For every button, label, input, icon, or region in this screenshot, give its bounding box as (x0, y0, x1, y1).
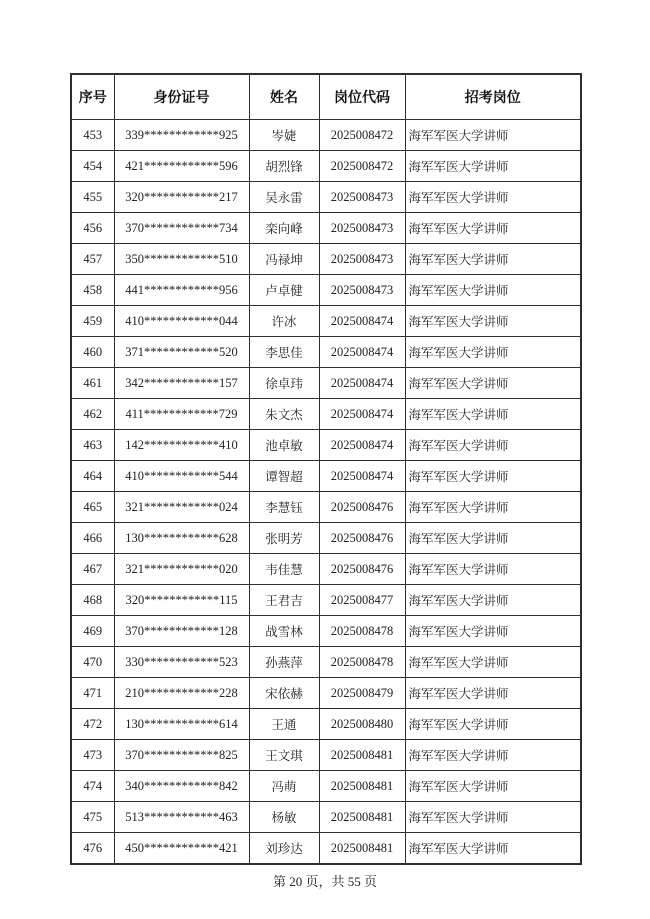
cell-id-number: 370************128 (114, 616, 249, 647)
cell-position: 海军军医大学讲师 (405, 337, 581, 368)
cell-name: 吴永雷 (249, 182, 319, 213)
cell-serial: 475 (71, 802, 114, 833)
table-row (71, 368, 581, 399)
cell-position-code: 2025008474 (319, 368, 405, 399)
cell-id-number: 350************510 (114, 244, 249, 275)
cell-name: 韦佳慧 (249, 554, 319, 585)
cell-position-code: 2025008476 (319, 492, 405, 523)
cell-name: 许冰 (249, 306, 319, 337)
table-row (71, 430, 581, 461)
cell-serial: 457 (71, 244, 114, 275)
table-row (71, 833, 581, 865)
cell-serial: 454 (71, 151, 114, 182)
cell-position: 海军军医大学讲师 (405, 554, 581, 585)
cell-position-code: 2025008478 (319, 616, 405, 647)
cell-id-number: 321************020 (114, 554, 249, 585)
cell-position-code: 2025008480 (319, 709, 405, 740)
col-header-position-code: 岗位代码 (319, 74, 405, 120)
applicant-table (70, 73, 582, 865)
cell-id-number: 330************523 (114, 647, 249, 678)
cell-serial: 470 (71, 647, 114, 678)
cell-id-number: 410************544 (114, 461, 249, 492)
table-row (71, 120, 581, 151)
cell-position: 海军军医大学讲师 (405, 771, 581, 802)
cell-position: 海军军医大学讲师 (405, 523, 581, 554)
table-row (71, 678, 581, 709)
table-row (71, 492, 581, 523)
table-row (71, 399, 581, 430)
col-header-position: 招考岗位 (405, 74, 581, 120)
cell-position-code: 2025008481 (319, 802, 405, 833)
cell-id-number: 450************421 (114, 833, 249, 865)
page-number-text: 第 20 页，共 55 页 (272, 874, 377, 889)
cell-serial: 467 (71, 554, 114, 585)
cell-position-code: 2025008476 (319, 554, 405, 585)
table-row (71, 771, 581, 802)
cell-position: 海军军医大学讲师 (405, 709, 581, 740)
cell-name: 胡烈锋 (249, 151, 319, 182)
cell-position: 海军军医大学讲师 (405, 213, 581, 244)
cell-serial: 472 (71, 709, 114, 740)
table-row (71, 709, 581, 740)
cell-serial: 473 (71, 740, 114, 771)
col-header-serial: 序号 (71, 74, 114, 120)
cell-serial: 456 (71, 213, 114, 244)
cell-serial: 471 (71, 678, 114, 709)
cell-id-number: 320************115 (114, 585, 249, 616)
cell-id-number: 421************596 (114, 151, 249, 182)
cell-position: 海军军医大学讲师 (405, 740, 581, 771)
cell-position-code: 2025008472 (319, 151, 405, 182)
cell-name: 战雪林 (249, 616, 319, 647)
cell-position-code: 2025008481 (319, 833, 405, 865)
cell-position: 海军军医大学讲师 (405, 430, 581, 461)
cell-position-code: 2025008474 (319, 337, 405, 368)
cell-id-number: 321************024 (114, 492, 249, 523)
cell-serial: 459 (71, 306, 114, 337)
cell-serial: 460 (71, 337, 114, 368)
cell-id-number: 441************956 (114, 275, 249, 306)
cell-position-code: 2025008473 (319, 275, 405, 306)
cell-id-number: 130************614 (114, 709, 249, 740)
cell-name: 刘珍达 (249, 833, 319, 865)
cell-position: 海军军医大学讲师 (405, 461, 581, 492)
cell-position: 海军军医大学讲师 (405, 368, 581, 399)
cell-serial: 465 (71, 492, 114, 523)
cell-position: 海军军医大学讲师 (405, 182, 581, 213)
cell-position-code: 2025008473 (319, 213, 405, 244)
cell-position-code: 2025008474 (319, 306, 405, 337)
cell-name: 朱文杰 (249, 399, 319, 430)
cell-position: 海军军医大学讲师 (405, 306, 581, 337)
cell-serial: 455 (71, 182, 114, 213)
cell-position-code: 2025008474 (319, 430, 405, 461)
cell-id-number: 371************520 (114, 337, 249, 368)
cell-position: 海军军医大学讲师 (405, 833, 581, 865)
cell-serial: 461 (71, 368, 114, 399)
cell-id-number: 370************734 (114, 213, 249, 244)
table-row (71, 151, 581, 182)
table-row (71, 647, 581, 678)
cell-id-number: 342************157 (114, 368, 249, 399)
cell-name: 李慧钰 (249, 492, 319, 523)
cell-position: 海军军医大学讲师 (405, 585, 581, 616)
cell-serial: 464 (71, 461, 114, 492)
cell-position: 海军军医大学讲师 (405, 151, 581, 182)
cell-name: 栾向峰 (249, 213, 319, 244)
cell-name: 冯禄坤 (249, 244, 319, 275)
cell-name: 池卓敏 (249, 430, 319, 461)
cell-position: 海军军医大学讲师 (405, 616, 581, 647)
cell-serial: 463 (71, 430, 114, 461)
cell-name: 冯萌 (249, 771, 319, 802)
cell-name: 王君吉 (249, 585, 319, 616)
table-row (71, 337, 581, 368)
table-row (71, 275, 581, 306)
cell-name: 宋依赫 (249, 678, 319, 709)
cell-position-code: 2025008474 (319, 399, 405, 430)
cell-serial: 469 (71, 616, 114, 647)
cell-position-code: 2025008477 (319, 585, 405, 616)
cell-position-code: 2025008478 (319, 647, 405, 678)
cell-position: 海军军医大学讲师 (405, 120, 581, 151)
table-row (71, 585, 581, 616)
cell-position: 海军军医大学讲师 (405, 647, 581, 678)
page-footer (0, 871, 650, 890)
table-row (71, 182, 581, 213)
table-row (71, 740, 581, 771)
cell-serial: 474 (71, 771, 114, 802)
cell-position-code: 2025008481 (319, 740, 405, 771)
col-header-id-number: 身份证号 (114, 74, 249, 120)
table-row (71, 616, 581, 647)
cell-id-number: 320************217 (114, 182, 249, 213)
cell-position-code: 2025008472 (319, 120, 405, 151)
cell-position-code: 2025008473 (319, 182, 405, 213)
table-row (71, 523, 581, 554)
cell-name: 谭智超 (249, 461, 319, 492)
cell-name: 王通 (249, 709, 319, 740)
cell-id-number: 410************044 (114, 306, 249, 337)
table-row (71, 244, 581, 275)
cell-name: 徐卓玮 (249, 368, 319, 399)
table-row (71, 461, 581, 492)
cell-name: 王文琪 (249, 740, 319, 771)
table-row (71, 306, 581, 337)
cell-position: 海军军医大学讲师 (405, 802, 581, 833)
cell-position-code: 2025008479 (319, 678, 405, 709)
table-header-row (71, 74, 581, 120)
cell-name: 张明芳 (249, 523, 319, 554)
cell-serial: 466 (71, 523, 114, 554)
col-header-name: 姓名 (249, 74, 319, 120)
cell-serial: 453 (71, 120, 114, 151)
cell-position-code: 2025008473 (319, 244, 405, 275)
cell-position-code: 2025008474 (319, 461, 405, 492)
cell-position: 海军军医大学讲师 (405, 399, 581, 430)
cell-position: 海军军医大学讲师 (405, 244, 581, 275)
cell-serial: 458 (71, 275, 114, 306)
cell-position: 海军军医大学讲师 (405, 275, 581, 306)
cell-position-code: 2025008476 (319, 523, 405, 554)
cell-position: 海军军医大学讲师 (405, 678, 581, 709)
cell-position: 海军军医大学讲师 (405, 492, 581, 523)
cell-id-number: 370************825 (114, 740, 249, 771)
cell-serial: 462 (71, 399, 114, 430)
cell-id-number: 513************463 (114, 802, 249, 833)
cell-id-number: 340************842 (114, 771, 249, 802)
cell-name: 杨敏 (249, 802, 319, 833)
cell-name: 卢卓健 (249, 275, 319, 306)
cell-id-number: 210************228 (114, 678, 249, 709)
cell-serial: 476 (71, 833, 114, 865)
table-body (71, 120, 581, 865)
cell-name: 李思佳 (249, 337, 319, 368)
cell-id-number: 411************729 (114, 399, 249, 430)
table-row (71, 213, 581, 244)
cell-id-number: 142************410 (114, 430, 249, 461)
cell-name: 岑婕 (249, 120, 319, 151)
cell-id-number: 130************628 (114, 523, 249, 554)
cell-id-number: 339************925 (114, 120, 249, 151)
table-row (71, 802, 581, 833)
cell-name: 孙燕萍 (249, 647, 319, 678)
cell-position-code: 2025008481 (319, 771, 405, 802)
table-row (71, 554, 581, 585)
cell-serial: 468 (71, 585, 114, 616)
